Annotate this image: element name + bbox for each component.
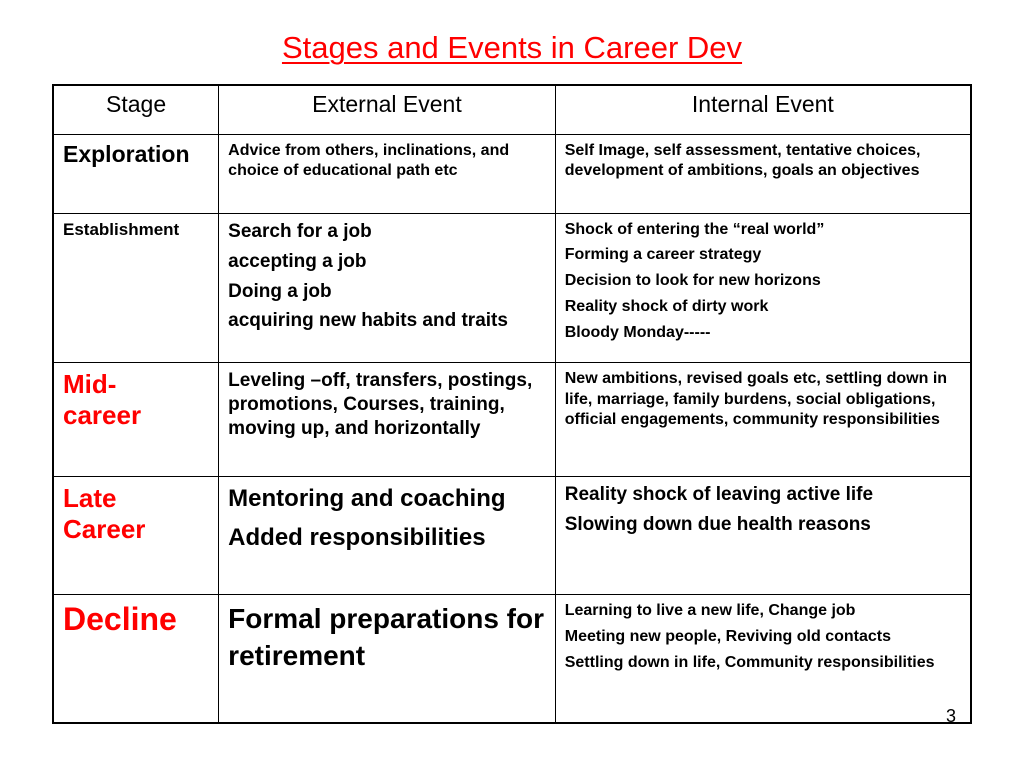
external-event-text: Search for a job [228, 220, 372, 242]
header-internal-event: Internal Event [555, 85, 971, 134]
external-cell [219, 595, 556, 723]
table-header-row [53, 85, 971, 134]
internal-event-text: Reality shock of dirty work [564, 298, 769, 316]
internal-cell [555, 595, 971, 723]
external-event-text: accepting a job [228, 250, 367, 272]
internal-cell [555, 477, 971, 595]
external-cell [219, 134, 556, 213]
header-stage: Stage [53, 85, 219, 134]
table-row [53, 595, 971, 723]
internal-event-text: Decision to look for new horizons [564, 272, 821, 290]
internal-cell [555, 213, 971, 362]
external-event-text: Added responsibilities [228, 524, 486, 552]
internal-event-text: New ambitions, revised goals etc, settling down in life, marriage, family burdens, social obligations, official engagements, community responsibilities [564, 369, 948, 429]
internal-event-text: Shock of entering the “real world” [564, 220, 825, 238]
internal-cell [555, 362, 971, 476]
external-event-text: Leveling –off, transfers, postings, promotions, Courses, training, moving up, and horizontally [228, 369, 533, 439]
stage-label: Decline [63, 601, 177, 638]
stage-label: Late Career [63, 483, 146, 545]
external-cell [219, 213, 556, 362]
external-event-text: Doing a job [228, 280, 332, 302]
slide-title: Stages and Events in Career Dev [281, 30, 743, 65]
external-event-text: Mentoring and coaching [228, 485, 506, 513]
table-row [53, 477, 971, 595]
stage-cell [53, 477, 219, 595]
table-row [53, 134, 971, 213]
external-cell [219, 362, 556, 476]
header-external-event: External Event [219, 85, 556, 134]
internal-event-text: Reality shock of leaving active life [564, 484, 874, 506]
internal-event-text: Meeting new people, Reviving old contacts [564, 628, 892, 646]
page-number: 3 [946, 706, 957, 726]
internal-event-text: Slowing down due health reasons [564, 514, 871, 535]
internal-event-text: Bloody Monday----- [564, 323, 711, 341]
table-row [53, 362, 971, 476]
internal-event-text: Forming a career strategy [564, 246, 762, 264]
internal-cell [555, 134, 971, 213]
table-row [53, 213, 971, 362]
external-event-text: Advice from others, inclinations, and choice of educational path etc [228, 141, 510, 180]
external-event-text: acquiring new habits and traits [228, 310, 508, 332]
stage-cell [53, 213, 219, 362]
stage-cell [53, 134, 219, 213]
career-stages-table [52, 84, 972, 724]
internal-event-text: Learning to live a new life, Change job [564, 602, 856, 620]
stage-cell [53, 595, 219, 723]
external-event-text: Formal preparations for retirement [228, 603, 545, 671]
stage-label: Exploration [63, 140, 190, 167]
stage-label: Mid-career [63, 368, 142, 431]
internal-event-text: Self Image, self assessment, tentative choices, development of ambitions, goals an objectives [564, 141, 921, 180]
external-cell [219, 477, 556, 595]
stage-label: Establishment [63, 219, 180, 239]
internal-event-text: Settling down in life, Community responsibilities [564, 653, 935, 671]
stage-cell [53, 362, 219, 476]
